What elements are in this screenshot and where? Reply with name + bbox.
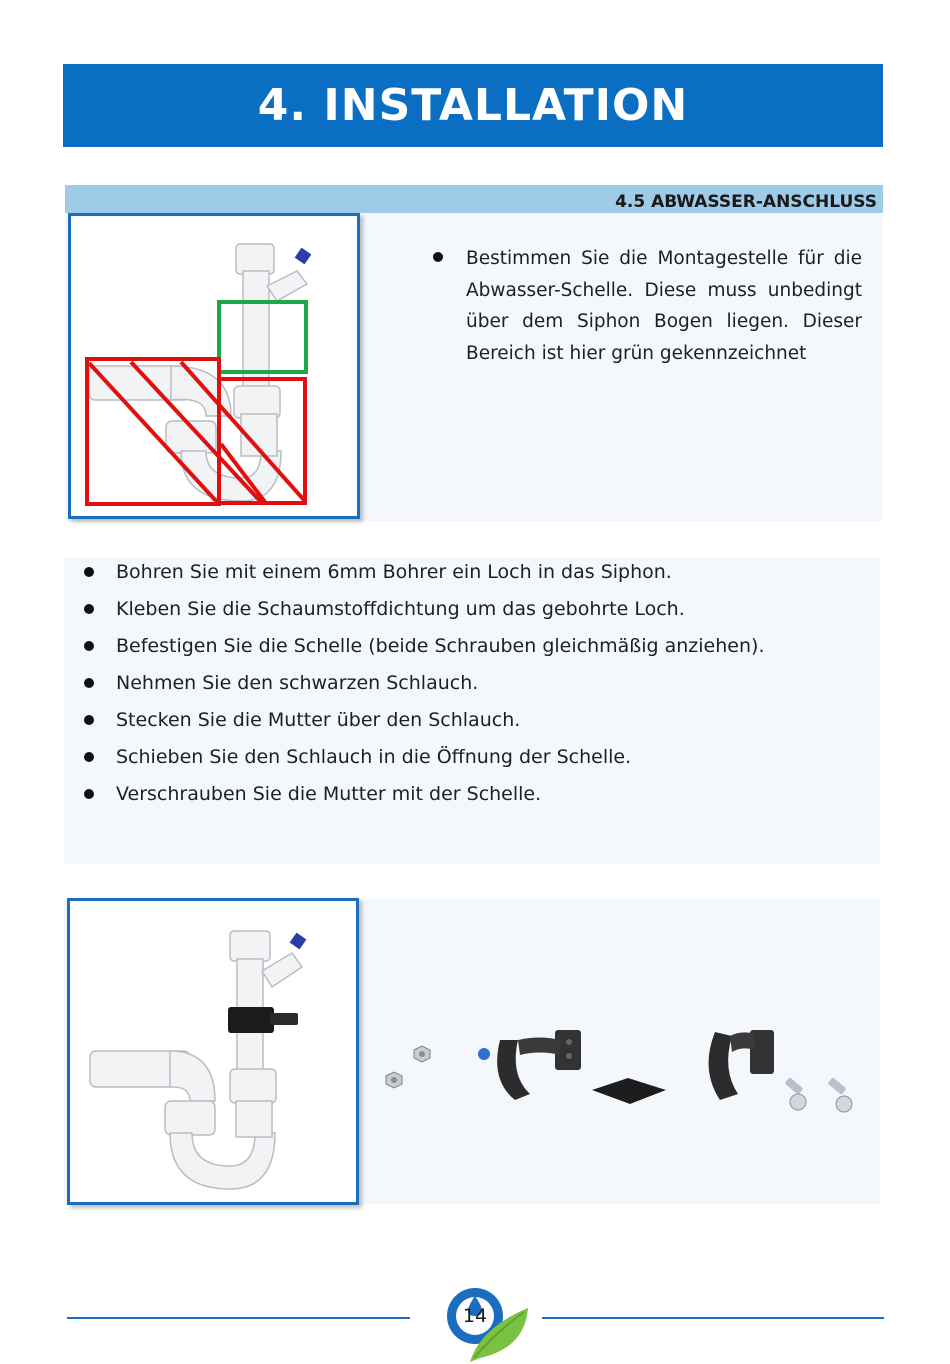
list-item [82, 629, 764, 666]
foam-seal-icon [592, 1078, 666, 1104]
clamp-half-icon [709, 1030, 774, 1100]
siphon-diagram [71, 216, 357, 516]
screw-icon [785, 1077, 806, 1110]
bullet-icon [84, 567, 94, 577]
nut-icon [386, 1072, 402, 1088]
bullet-icon [84, 715, 94, 725]
step-text: Schieben Sie den Schlauch in die Öffnung der Schelle. [116, 746, 632, 768]
siphon-marking-image [68, 213, 360, 519]
parts-illustration [370, 1010, 880, 1150]
list-item [82, 703, 764, 740]
bullet-icon [84, 641, 94, 651]
footer-divider [67, 1317, 410, 1319]
footer-divider [542, 1317, 884, 1319]
step-text: Bohren Sie mit einem 6mm Bohrer ein Loch in das Siphon. [116, 561, 672, 583]
bullet-icon [84, 752, 94, 762]
section-heading: 4.5 ABWASSER-ANSCHLUSS [65, 185, 883, 213]
bullet-icon [84, 604, 94, 614]
step-text: Verschrauben Sie die Mutter mit der Schelle. [116, 783, 542, 805]
nut-icon [414, 1046, 430, 1062]
list-item [82, 666, 764, 703]
step-text: Kleben Sie die Schaumstoffdichtung um das gebohrte Loch. [116, 598, 685, 620]
screw-icon [828, 1077, 852, 1112]
clamp-half-with-port-icon [478, 1030, 581, 1100]
page-number: 14 [462, 1305, 488, 1327]
page-title: 4. INSTALLATION [63, 64, 883, 147]
hose-connector-icon [290, 933, 307, 950]
siphon-with-clamp-image [67, 898, 359, 1205]
list-item [82, 555, 764, 592]
hose-connector-icon [295, 248, 312, 265]
siphon-clamp-diagram [70, 901, 356, 1202]
list-item [82, 740, 764, 777]
list-item [430, 243, 862, 369]
list-item [82, 777, 764, 814]
bullet-icon [84, 678, 94, 688]
step1-text: Bestimmen Sie die Montagestelle für die Abwasser-Schelle. Diese muss unbedingt über dem Siphon Bogen liegen. Dieser Bereich ist hier grün gekennzeichnet [466, 248, 862, 364]
bullet-icon [433, 252, 443, 262]
step1-list [430, 243, 862, 369]
bullet-icon [84, 789, 94, 799]
clamp-icon [228, 1007, 274, 1033]
step-text: Befestigen Sie die Schelle (beide Schrauben gleichmäßig anziehen). [116, 635, 765, 657]
step-text: Stecken Sie die Mutter über den Schlauch. [116, 709, 521, 731]
step-text: Nehmen Sie den schwarzen Schlauch. [116, 672, 479, 694]
list-item [82, 592, 764, 629]
steps-list [82, 555, 764, 814]
